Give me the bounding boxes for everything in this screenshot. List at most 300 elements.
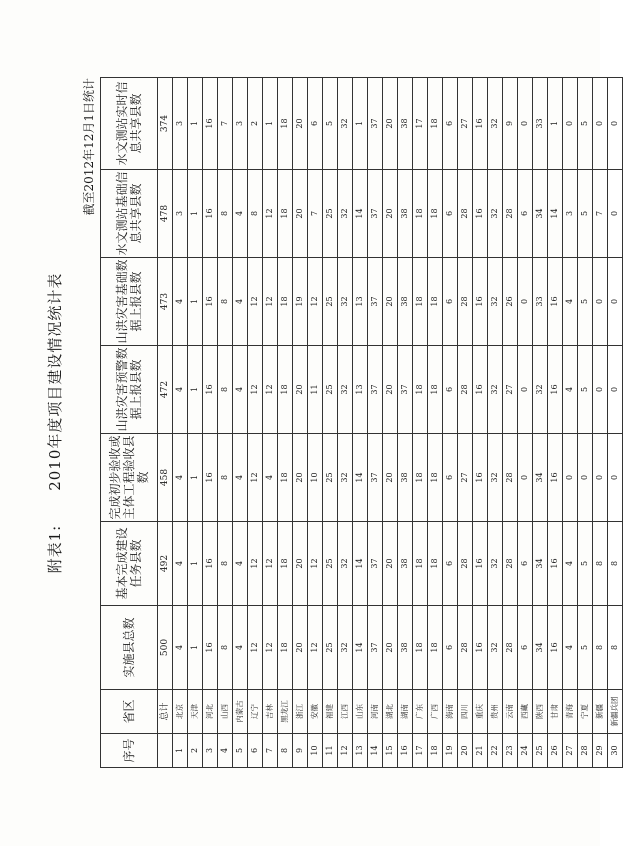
value-cell: 6	[443, 346, 458, 434]
seq-cell: 19	[443, 734, 458, 768]
value-cell: 18	[428, 346, 443, 434]
value-cell: 6	[518, 606, 533, 690]
value-cell: 8	[218, 170, 233, 258]
value-cell: 37	[368, 78, 383, 170]
col-header-warning-data: 山洪灾害预警数据上报县数	[101, 346, 158, 434]
value-cell: 32	[338, 78, 353, 170]
table-row	[593, 78, 608, 768]
seq-cell: 15	[383, 734, 398, 768]
value-cell: 27	[458, 434, 473, 522]
province-cell: 云南	[503, 690, 518, 734]
seq-cell: 17	[413, 734, 428, 768]
seq-cell: 13	[353, 734, 368, 768]
table-row	[533, 78, 548, 768]
value-cell: 8	[593, 606, 608, 690]
value-cell: 18	[428, 258, 443, 346]
value-cell: 18	[278, 78, 293, 170]
table-row	[248, 78, 263, 768]
value-cell: 25	[323, 346, 338, 434]
value-cell: 32	[338, 170, 353, 258]
value-cell: 5	[578, 522, 593, 606]
value-cell: 20	[293, 434, 308, 522]
header-row	[101, 78, 158, 768]
table-row	[338, 78, 353, 768]
table-row	[473, 78, 488, 768]
annex-label: 附表1:	[46, 524, 64, 574]
value-cell: 0	[518, 434, 533, 522]
value-cell: 20	[293, 78, 308, 170]
total-value-cell: 492	[158, 522, 173, 606]
value-cell: 0	[608, 346, 623, 434]
value-cell: 28	[458, 522, 473, 606]
value-cell: 38	[398, 78, 413, 170]
value-cell: 4	[233, 522, 248, 606]
value-cell: 1	[188, 346, 203, 434]
table-row	[548, 78, 563, 768]
value-cell: 4	[563, 522, 578, 606]
value-cell: 25	[323, 434, 338, 522]
value-cell: 1	[263, 78, 278, 170]
table-row	[203, 78, 218, 768]
value-cell: 32	[488, 78, 503, 170]
value-cell: 33	[533, 258, 548, 346]
table-row	[308, 78, 323, 768]
value-cell: 37	[368, 170, 383, 258]
seq-cell: 4	[218, 734, 233, 768]
value-cell: 32	[488, 522, 503, 606]
seq-cell: 29	[593, 734, 608, 768]
value-cell: 8	[608, 606, 623, 690]
value-cell: 19	[293, 258, 308, 346]
province-cell: 新疆兵团	[608, 690, 623, 734]
seq-cell: 25	[533, 734, 548, 768]
value-cell: 16	[203, 606, 218, 690]
value-cell: 10	[308, 434, 323, 522]
value-cell: 38	[398, 434, 413, 522]
value-cell: 4	[173, 258, 188, 346]
value-cell: 4	[233, 170, 248, 258]
value-cell: 34	[533, 522, 548, 606]
value-cell: 5	[578, 606, 593, 690]
value-cell: 18	[278, 258, 293, 346]
value-cell: 4	[233, 434, 248, 522]
value-cell: 28	[503, 522, 518, 606]
value-cell: 0	[608, 78, 623, 170]
table-row	[353, 78, 368, 768]
page-title	[44, 0, 65, 846]
value-cell: 37	[368, 434, 383, 522]
province-cell: 河南	[368, 690, 383, 734]
province-cell: 浙江	[293, 690, 308, 734]
value-cell: 32	[488, 170, 503, 258]
value-cell: 20	[383, 78, 398, 170]
value-cell: 8	[218, 346, 233, 434]
total-label-cell: 总计	[158, 690, 173, 734]
value-cell: 12	[263, 522, 278, 606]
value-cell: 12	[263, 346, 278, 434]
value-cell: 28	[458, 258, 473, 346]
value-cell: 8	[248, 170, 263, 258]
col-header-disaster-data: 山洪灾害基础数据上报县数	[101, 258, 158, 346]
total-seq-cell	[158, 734, 173, 768]
province-cell: 北京	[173, 690, 188, 734]
table-row	[188, 78, 203, 768]
value-cell: 18	[413, 170, 428, 258]
value-cell: 6	[518, 522, 533, 606]
value-cell: 27	[458, 78, 473, 170]
value-cell: 12	[308, 258, 323, 346]
value-cell: 4	[233, 346, 248, 434]
seq-cell: 9	[293, 734, 308, 768]
table-row	[443, 78, 458, 768]
value-cell: 16	[473, 522, 488, 606]
value-cell: 25	[323, 258, 338, 346]
value-cell: 18	[428, 78, 443, 170]
value-cell: 18	[278, 606, 293, 690]
value-cell: 18	[413, 258, 428, 346]
value-cell: 32	[533, 346, 548, 434]
value-cell: 13	[353, 346, 368, 434]
value-cell: 8	[218, 606, 233, 690]
value-cell: 34	[533, 170, 548, 258]
value-cell: 0	[608, 434, 623, 522]
value-cell: 20	[383, 346, 398, 434]
value-cell: 6	[443, 522, 458, 606]
total-row	[158, 78, 173, 768]
value-cell: 0	[518, 78, 533, 170]
table-row	[413, 78, 428, 768]
value-cell: 32	[338, 258, 353, 346]
value-cell: 0	[608, 258, 623, 346]
value-cell: 20	[383, 606, 398, 690]
value-cell: 28	[458, 346, 473, 434]
province-cell: 山西	[218, 690, 233, 734]
seq-cell: 26	[548, 734, 563, 768]
value-cell: 14	[353, 170, 368, 258]
value-cell: 16	[473, 78, 488, 170]
value-cell: 38	[398, 606, 413, 690]
value-cell: 16	[203, 346, 218, 434]
province-cell: 广西	[428, 690, 443, 734]
value-cell: 20	[293, 346, 308, 434]
value-cell: 0	[593, 78, 608, 170]
province-cell: 辽宁	[248, 690, 263, 734]
province-cell: 福建	[323, 690, 338, 734]
table-row	[293, 78, 308, 768]
value-cell: 12	[248, 346, 263, 434]
value-cell: 4	[173, 606, 188, 690]
value-cell: 6	[443, 78, 458, 170]
seq-cell: 10	[308, 734, 323, 768]
seq-cell: 18	[428, 734, 443, 768]
value-cell: 0	[563, 78, 578, 170]
seq-cell: 30	[608, 734, 623, 768]
table-row	[458, 78, 473, 768]
province-cell: 湖南	[398, 690, 413, 734]
value-cell: 38	[398, 258, 413, 346]
value-cell: 20	[383, 170, 398, 258]
seq-cell: 20	[458, 734, 473, 768]
value-cell: 18	[278, 170, 293, 258]
value-cell: 4	[563, 606, 578, 690]
value-cell: 5	[578, 346, 593, 434]
table-row	[563, 78, 578, 768]
value-cell: 8	[218, 522, 233, 606]
value-cell: 16	[203, 522, 218, 606]
value-cell: 4	[233, 606, 248, 690]
province-cell: 黑龙江	[278, 690, 293, 734]
value-cell: 20	[293, 606, 308, 690]
value-cell: 14	[548, 170, 563, 258]
value-cell: 6	[443, 434, 458, 522]
seq-cell: 1	[173, 734, 188, 768]
value-cell: 14	[353, 434, 368, 522]
value-cell: 1	[548, 78, 563, 170]
value-cell: 16	[473, 258, 488, 346]
value-cell: 16	[473, 434, 488, 522]
value-cell: 6	[443, 606, 458, 690]
province-cell: 贵州	[488, 690, 503, 734]
value-cell: 2	[248, 78, 263, 170]
seq-cell: 5	[233, 734, 248, 768]
total-value-cell: 472	[158, 346, 173, 434]
value-cell: 18	[428, 606, 443, 690]
province-cell: 宁夏	[578, 690, 593, 734]
value-cell: 6	[518, 170, 533, 258]
value-cell: 34	[533, 606, 548, 690]
value-cell: 20	[293, 170, 308, 258]
value-cell: 16	[548, 258, 563, 346]
value-cell: 18	[428, 522, 443, 606]
value-cell: 8	[218, 258, 233, 346]
value-cell: 0	[563, 434, 578, 522]
value-cell: 37	[368, 522, 383, 606]
value-cell: 5	[578, 258, 593, 346]
value-cell: 18	[413, 434, 428, 522]
value-cell: 4	[233, 258, 248, 346]
value-cell: 4	[263, 434, 278, 522]
seq-cell: 14	[368, 734, 383, 768]
value-cell: 4	[173, 346, 188, 434]
value-cell: 13	[353, 258, 368, 346]
seq-cell: 16	[398, 734, 413, 768]
table-row	[323, 78, 338, 768]
col-header-province: 省区	[101, 690, 158, 734]
table-row	[398, 78, 413, 768]
value-cell: 16	[548, 522, 563, 606]
value-cell: 38	[398, 170, 413, 258]
value-cell: 37	[368, 346, 383, 434]
value-cell: 26	[503, 258, 518, 346]
province-cell: 湖北	[383, 690, 398, 734]
value-cell: 32	[488, 346, 503, 434]
value-cell: 1	[188, 258, 203, 346]
value-cell: 16	[203, 78, 218, 170]
value-cell: 12	[263, 258, 278, 346]
seq-cell: 8	[278, 734, 293, 768]
table-row	[263, 78, 278, 768]
value-cell: 5	[578, 78, 593, 170]
value-cell: 28	[458, 170, 473, 258]
value-cell: 18	[278, 522, 293, 606]
province-cell: 海南	[443, 690, 458, 734]
value-cell: 12	[248, 258, 263, 346]
seq-cell: 28	[578, 734, 593, 768]
value-cell: 14	[353, 522, 368, 606]
table-row	[428, 78, 443, 768]
seq-cell: 23	[503, 734, 518, 768]
value-cell: 8	[218, 434, 233, 522]
value-cell: 5	[578, 170, 593, 258]
value-cell: 4	[173, 522, 188, 606]
value-cell: 33	[533, 78, 548, 170]
value-cell: 28	[503, 434, 518, 522]
province-cell: 内蒙古	[233, 690, 248, 734]
value-cell: 18	[413, 606, 428, 690]
value-cell: 1	[188, 78, 203, 170]
value-cell: 6	[308, 78, 323, 170]
value-cell: 32	[488, 606, 503, 690]
value-cell: 18	[428, 170, 443, 258]
value-cell: 0	[593, 434, 608, 522]
table-row	[383, 78, 398, 768]
seq-cell: 27	[563, 734, 578, 768]
value-cell: 3	[173, 78, 188, 170]
value-cell: 3	[233, 78, 248, 170]
value-cell: 37	[368, 258, 383, 346]
value-cell: 11	[308, 346, 323, 434]
value-cell: 6	[443, 258, 458, 346]
province-cell: 安徽	[308, 690, 323, 734]
value-cell: 12	[248, 606, 263, 690]
value-cell: 38	[398, 522, 413, 606]
table-row	[608, 78, 623, 768]
value-cell: 28	[458, 606, 473, 690]
value-cell: 14	[353, 606, 368, 690]
value-cell: 4	[563, 346, 578, 434]
province-cell: 四川	[458, 690, 473, 734]
province-cell: 陕西	[533, 690, 548, 734]
value-cell: 1	[188, 522, 203, 606]
value-cell: 32	[488, 258, 503, 346]
value-cell: 37	[368, 606, 383, 690]
value-cell: 20	[383, 258, 398, 346]
province-cell: 江西	[338, 690, 353, 734]
value-cell: 7	[308, 170, 323, 258]
value-cell: 12	[248, 522, 263, 606]
value-cell: 6	[443, 170, 458, 258]
value-cell: 9	[503, 78, 518, 170]
value-cell: 8	[608, 522, 623, 606]
table-row	[278, 78, 293, 768]
value-cell: 0	[593, 346, 608, 434]
table-row	[578, 78, 593, 768]
value-cell: 18	[413, 346, 428, 434]
value-cell: 0	[578, 434, 593, 522]
col-header-hydro-basic: 水文测站基础信息共享县数	[101, 170, 158, 258]
value-cell: 0	[608, 170, 623, 258]
value-cell: 25	[323, 606, 338, 690]
value-cell: 32	[338, 522, 353, 606]
col-header-hydro-realtime: 水文测站实时信息共享县数	[101, 78, 158, 170]
value-cell: 32	[338, 346, 353, 434]
value-cell: 16	[473, 170, 488, 258]
value-cell: 1	[188, 434, 203, 522]
total-value-cell: 458	[158, 434, 173, 522]
value-cell: 0	[518, 346, 533, 434]
value-cell: 12	[308, 522, 323, 606]
province-cell: 甘肃	[548, 690, 563, 734]
seq-cell: 21	[473, 734, 488, 768]
table-row	[218, 78, 233, 768]
value-cell: 8	[593, 522, 608, 606]
seq-cell: 6	[248, 734, 263, 768]
value-cell: 25	[323, 522, 338, 606]
statistics-table	[100, 77, 623, 768]
value-cell: 1	[188, 170, 203, 258]
value-cell: 12	[263, 606, 278, 690]
province-cell: 天津	[188, 690, 203, 734]
value-cell: 12	[248, 434, 263, 522]
seq-cell: 12	[338, 734, 353, 768]
total-value-cell: 500	[158, 606, 173, 690]
value-cell: 16	[203, 258, 218, 346]
value-cell: 1	[188, 606, 203, 690]
total-value-cell: 478	[158, 170, 173, 258]
value-cell: 17	[413, 78, 428, 170]
value-cell: 32	[488, 434, 503, 522]
value-cell: 20	[383, 434, 398, 522]
col-header-accepted: 完成初步验收或主体工程验收县数	[101, 434, 158, 522]
value-cell: 4	[563, 258, 578, 346]
value-cell: 4	[173, 434, 188, 522]
value-cell: 3	[173, 170, 188, 258]
total-value-cell: 374	[158, 78, 173, 170]
province-cell: 河北	[203, 690, 218, 734]
province-cell: 山东	[353, 690, 368, 734]
table-row	[173, 78, 188, 768]
seq-cell: 3	[203, 734, 218, 768]
table-body	[158, 78, 623, 768]
province-cell: 重庆	[473, 690, 488, 734]
value-cell: 18	[428, 434, 443, 522]
value-cell: 28	[503, 606, 518, 690]
province-cell: 广东	[413, 690, 428, 734]
date-note: 截至2012年12月1日统计	[82, 78, 96, 216]
value-cell: 16	[548, 606, 563, 690]
total-value-cell: 473	[158, 258, 173, 346]
seq-cell: 24	[518, 734, 533, 768]
value-cell: 7	[593, 170, 608, 258]
value-cell: 12	[263, 170, 278, 258]
table-title: 2010年度项目建设情况统计表	[46, 272, 64, 491]
value-cell: 18	[278, 434, 293, 522]
col-header-basic-complete: 基本完成建设任务县数	[101, 522, 158, 606]
value-cell: 5	[323, 78, 338, 170]
value-cell: 16	[548, 434, 563, 522]
seq-cell: 11	[323, 734, 338, 768]
value-cell: 3	[563, 170, 578, 258]
table-row	[518, 78, 533, 768]
province-cell: 新疆	[593, 690, 608, 734]
value-cell: 16	[473, 346, 488, 434]
value-cell: 32	[338, 606, 353, 690]
table-row	[488, 78, 503, 768]
value-cell: 25	[323, 170, 338, 258]
value-cell: 0	[593, 258, 608, 346]
value-cell: 16	[473, 606, 488, 690]
value-cell: 34	[533, 434, 548, 522]
